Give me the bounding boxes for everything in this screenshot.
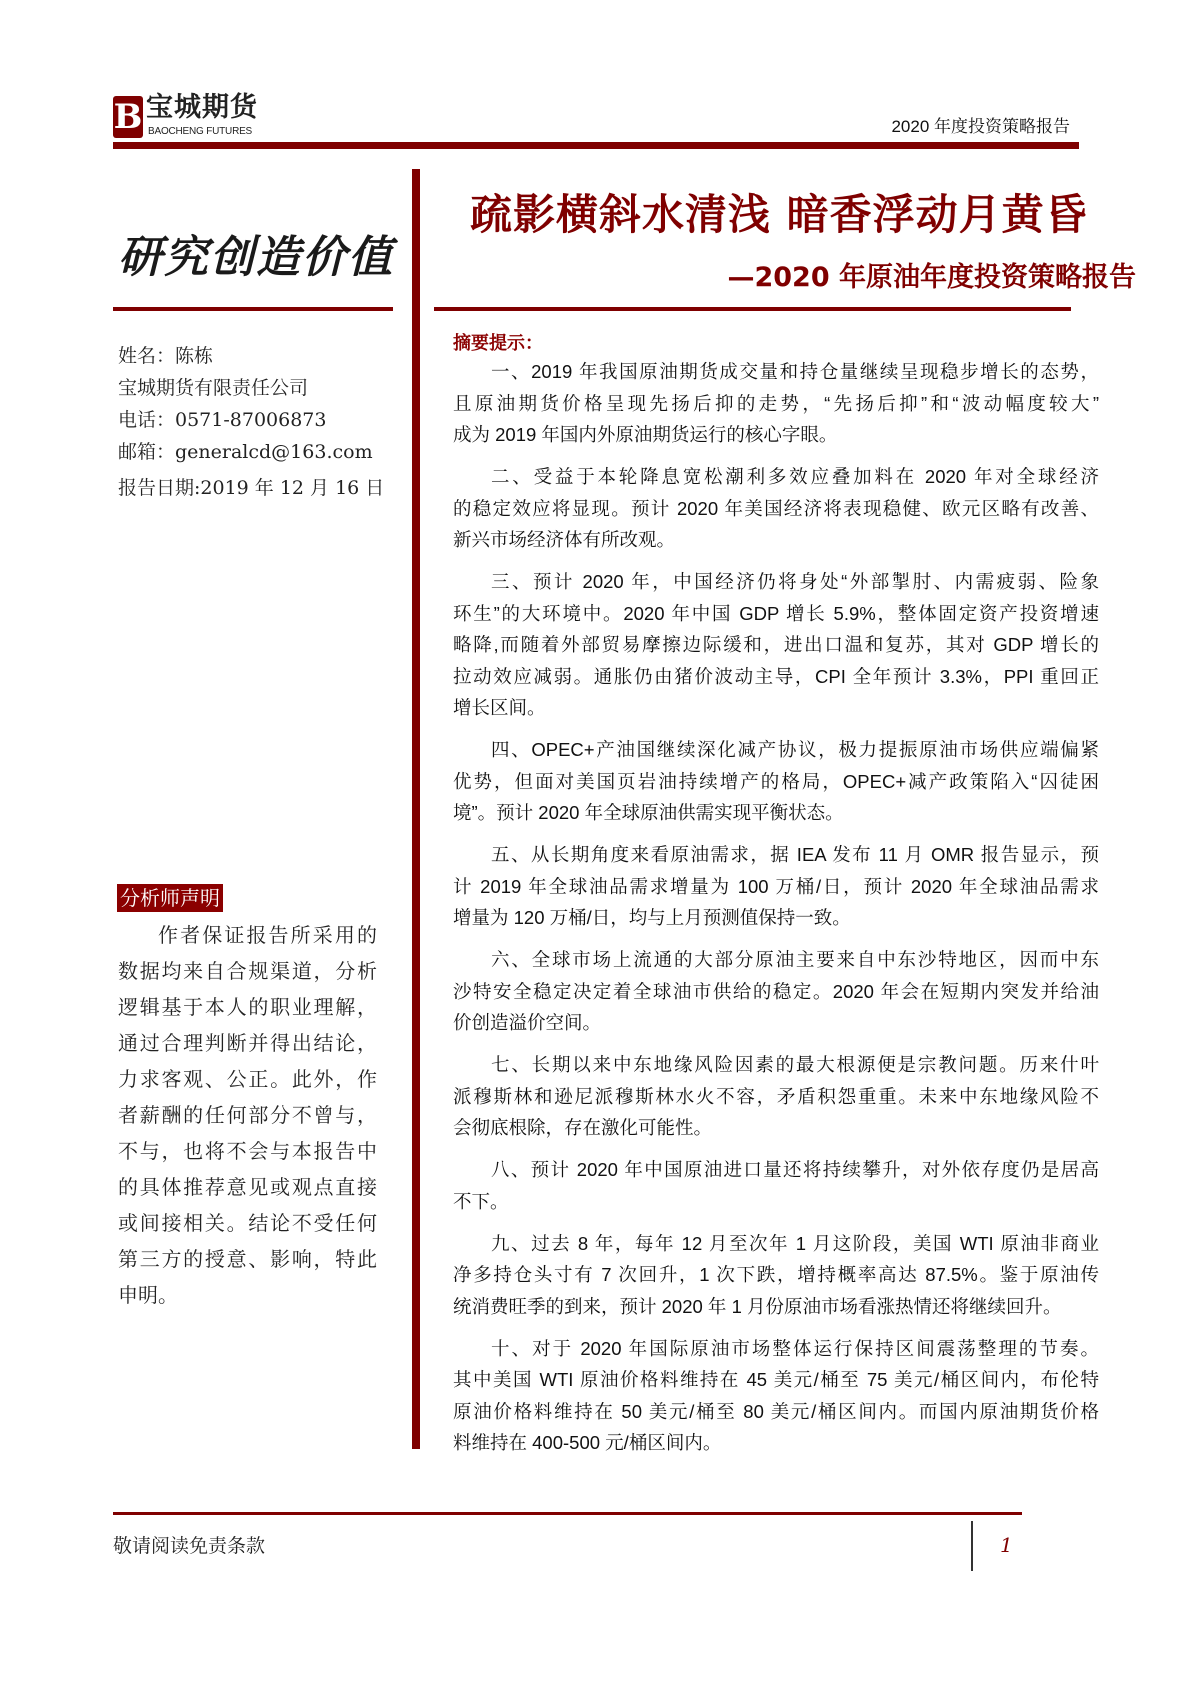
summary-line: 二、受益于本轮降息宽松潮利多效应叠加料在 2020 年对全球经济 (491, 466, 1099, 487)
slogan: 研究创造价值 (118, 232, 394, 283)
summary-line: 价创造溢价空间。 (453, 1012, 602, 1033)
page-number: 1 (1000, 1533, 1013, 1557)
summary-paragraph (453, 566, 1099, 724)
summary-line: 增量为 120 万桶/日，均与上月预测值保持一致。 (453, 907, 851, 928)
summary-line: 且原油期货价格呈现先扬后抑的走势，“先扬后抑”和“波动幅度较大” (453, 392, 1099, 414)
summary-line: 优势，但面对美国页岩油持续增产的格局，OPEC+减产政策陷入“囚徒困 (453, 770, 1099, 792)
statement-line: 或间接相关。结论不受任何 (118, 1211, 377, 1235)
summary-line: 沙特安全稳定决定着全球油市供给的稳定。2020 年会在短期内突发并给油 (453, 980, 1099, 1002)
summary-line: 略降,而随着外部贸易摩擦边际缓和，进出口温和复苏，其对 GDP 增长的 (453, 634, 1099, 655)
footer-separator (971, 1521, 973, 1571)
author-info (118, 340, 384, 504)
report-type: 2020 年度投资策略报告 (891, 117, 1070, 136)
summary-paragraph (453, 839, 1099, 934)
summary-paragraph (453, 1333, 1099, 1459)
summary-line: 成为 2019 年国内外原油期货运行的核心字眼。 (453, 424, 838, 445)
statement-line: 者薪酬的任何部分不曾与， (118, 1103, 377, 1127)
summary-line: 派穆斯林和逊尼派穆斯林水火不容，矛盾积怨重重。未来中东地缘风险不 (453, 1085, 1099, 1107)
summary-line: 三、预计 2020 年，中国经济仍将身处“外部掣肘、内需疲弱、险象 (491, 571, 1099, 592)
header-divider (113, 142, 1079, 149)
author-company: 宝城期货有限责任公司 (118, 377, 309, 399)
summary-line: 十、对于 2020 年国际原油市场整体运行保持区间震荡整理的节奏。 (491, 1337, 1099, 1359)
author-phone: 电话：0571-87006873 (118, 409, 327, 431)
summary-line: 境”。预计 2020 年全球原油供需实现平衡状态。 (453, 802, 844, 823)
summary-paragraph (453, 1154, 1099, 1217)
summary-line: 八、预计 2020 年中国原油进口量还将持续攀升，对外依存度仍是居高 (491, 1159, 1099, 1180)
summary-line: 计 2019 年全球油品需求增量为 100 万桶/日，预计 2020 年全球油品需求 (453, 875, 1099, 897)
summary-paragraph (453, 734, 1099, 829)
title-divider (434, 307, 1071, 311)
page-title: 疏影横斜水清浅 暗香浮动月黄昏 (470, 190, 1088, 239)
statement-line: 作者保证报告所采用的 (158, 923, 377, 947)
logo-text-en: BAOCHENG FUTURES (148, 126, 253, 137)
statement-line: 第三方的授意、影响，特此 (118, 1247, 377, 1271)
summary-line: 会彻底根除，存在激化可能性。 (453, 1117, 713, 1138)
summary-line: 拉动效应减弱。通胀仍由猪价波动主导，CPI 全年预计 3.3%，PPI 重回正 (453, 665, 1099, 687)
summary-line: 不下。 (453, 1190, 509, 1212)
vertical-divider (412, 169, 420, 1449)
statement-line: 数据均来自合规渠道，分析 (118, 959, 377, 983)
statement-line: 不与，也将不会与本报告中 (118, 1139, 377, 1163)
logo-text-cn: 宝城期货 (146, 92, 258, 123)
summary-line: 统消费旺季的到来，预计 2020 年 1 月份原油市场看涨热情还将继续回升。 (453, 1295, 1062, 1317)
summary-line: 增长区间。 (453, 697, 546, 718)
statement-line: 申明。 (118, 1283, 178, 1307)
summary-paragraph (453, 944, 1099, 1039)
logo-icon: B (113, 97, 143, 137)
summary-line: 料维持在 400-500 元/桶区间内。 (453, 1432, 722, 1453)
summary-line: 七、长期以来中东地缘风险因素的最大根源便是宗教问题。历来什叶 (491, 1054, 1099, 1075)
statement-line: 力求客观、公正。此外，作 (118, 1067, 377, 1091)
left-divider (113, 307, 393, 311)
statement-line: 通过合理判断并得出结论， (118, 1031, 377, 1055)
statement-line: 的具体推荐意见或观点直接 (118, 1175, 377, 1199)
summary-line: 其中美国 WTI 原油价格料维持在 45 美元/桶至 75 美元/桶区间内，布伦特 (453, 1369, 1099, 1390)
author-email: 邮箱：generalcd@163.com (118, 441, 373, 463)
summary-paragraph (453, 356, 1099, 451)
summary-line: 一、2019 年我国原油期货成交量和持仓量继续呈现稳步增长的态势， (491, 361, 1099, 382)
report-date: 报告日期:2019 年 12 月 16 日 (118, 477, 385, 499)
summary-line: 净多持仓头寸有 7 次回升，1 次下跌，增持概率高达 87.5%。鉴于原油传 (453, 1264, 1099, 1285)
footer-divider (113, 1512, 1022, 1515)
summary-section (453, 332, 1099, 1469)
statement-heading: 分析师声明 (117, 884, 223, 912)
summary-line: 五、从长期角度来看原油需求，据 IEA 发布 11 月 OMR 报告显示，预 (491, 844, 1099, 865)
summary-heading: 摘要提示： (453, 333, 543, 354)
summary-line: 环生”的大环境中。2020 年中国 GDP 增长 5.9%，整体固定资产投资增速 (453, 602, 1099, 624)
summary-paragraph (453, 461, 1099, 556)
summary-line: 新兴市场经济体有所改观。 (453, 529, 676, 550)
summary-line: 六、全球市场上流通的大部分原油主要来自中东沙特地区，因而中东 (491, 949, 1099, 970)
page-subtitle: —2020 年原油年度投资策略报告 (727, 262, 1136, 293)
author-name: 姓名：陈栋 (118, 345, 214, 367)
disclaimer-link[interactable]: 敬请阅读免责条款 (113, 1535, 266, 1557)
analyst-statement (118, 917, 377, 1313)
summary-paragraph (453, 1049, 1099, 1144)
summary-line: 的稳定效应将显现。预计 2020 年美国经济将表现稳健、欧元区略有改善、 (453, 497, 1099, 519)
statement-line: 逻辑基于本人的职业理解， (118, 995, 377, 1019)
summary-line: 原油价格料维持在 50 美元/桶至 80 美元/桶区间内。而国内原油期货价格 (453, 1400, 1099, 1422)
summary-paragraph (453, 1228, 1099, 1323)
summary-line: 四、OPEC+产油国继续深化减产协议，极力提振原油市场供应端偏紧 (491, 739, 1099, 760)
summary-line: 九、过去 8 年，每年 12 月至次年 1 月这阶段，美国 WTI 原油非商业 (491, 1232, 1099, 1254)
